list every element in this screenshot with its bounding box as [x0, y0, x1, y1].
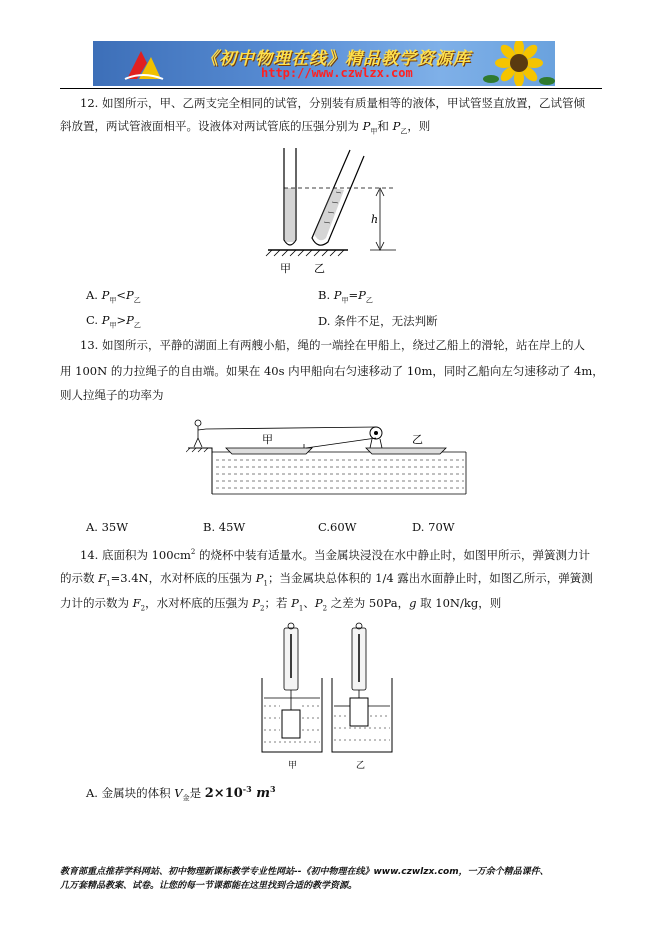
q13-line2: 用 100N 的力拉绳子的自由端。如果在 40s 内甲船向右匀速移动了 10m，同时乙船向左匀速移动了 4m，: [60, 364, 604, 378]
q14-line3: 力计的示数为 $F_2$，水对杯底的压强为 $P_2$；若 $P_1$、$P_2$ 之差为 50Pa，g 取 10N/kg，则: [60, 596, 502, 613]
q12-option-b: B. $P_甲=P_乙$: [318, 288, 373, 305]
q12-option-a: A. $P_甲<P_乙$: [86, 288, 141, 305]
sunflower-icon: [481, 41, 555, 86]
banner-title: 《初中物理在线》精品教学资源库: [201, 49, 471, 69]
q12-fig-jia-label: 甲: [280, 262, 291, 274]
header-rule: [60, 88, 602, 89]
logo-icon: [121, 45, 165, 83]
q12-line2: 斜放置，两试管液面相平。设液体对两试管底的压强分别为 $P_甲$和 $P_乙$，则: [60, 119, 431, 136]
q12-option-c: C. $P_甲>P_乙$: [86, 313, 141, 330]
q14-option-a: A. 金属块的体积 $V_金$是 $2\times 10^{-3}$ $m^3$: [86, 784, 276, 803]
q12-fig-yi-label: 乙: [314, 262, 325, 274]
q13-boats-figure: [186, 412, 468, 504]
q12-tubes-figure: [262, 146, 410, 274]
q13-option-d: D. 70W: [412, 520, 455, 534]
q13-option-b: B. 45W: [203, 520, 246, 534]
banner-url: http://www.czwlzx.com: [261, 66, 413, 80]
q13-line3: 则人拉绳子的功率为: [60, 388, 164, 402]
q13-option-c: C.60W: [318, 520, 357, 534]
q13-fig-yi-label: 乙: [412, 433, 423, 446]
q12-fig-h-label: h: [371, 213, 379, 226]
footer-line2: 几万套精品教案、试卷。让您的每一节课都能在这里找到合适的教学资源。: [60, 881, 358, 891]
q14-fig-jia-label: 甲: [288, 761, 298, 771]
beaker-yi: [332, 623, 392, 752]
footer-line1: 教育部重点推荐学科网站、初中物理新课标教学专业性网站--《初中物理在线》www.czwlzx.com，一万余个精品课件、: [60, 867, 549, 877]
q13-option-a: A. 35W: [86, 520, 129, 534]
q13-fig-jia-label: 甲: [262, 433, 273, 446]
q13-line1: 13. 如图所示，平静的湖面上有两艘小船，绳的一端拴在甲船上，绕过乙船上的滑轮，站在岸上的人: [80, 338, 585, 352]
q12-line1: 12. 如图所示，甲、乙两支完全相同的试管，分别装有质量相等的液体，甲试管竖直放置，乙试管倾: [80, 96, 585, 110]
q14-beakers-figure: [256, 622, 408, 772]
q12-option-d: D. 条件不足，无法判断: [318, 314, 438, 328]
q14-line1: 14. 底面积为 $100cm^2$ 的烧杯中装有适量水。当金属块浸没在水中静止时，如图甲所示，弹簧测力计: [80, 547, 591, 562]
header-banner: [93, 41, 555, 86]
beaker-jia: [262, 623, 322, 752]
q14-line2: 的示数 $F_1=3.4N$，水对杯底的压强为 $P_1$；当金属块总体积的 1/4 露出水面静止时，如图乙所示，弹簧测: [60, 571, 593, 588]
q14-fig-yi-label: 乙: [356, 761, 366, 771]
